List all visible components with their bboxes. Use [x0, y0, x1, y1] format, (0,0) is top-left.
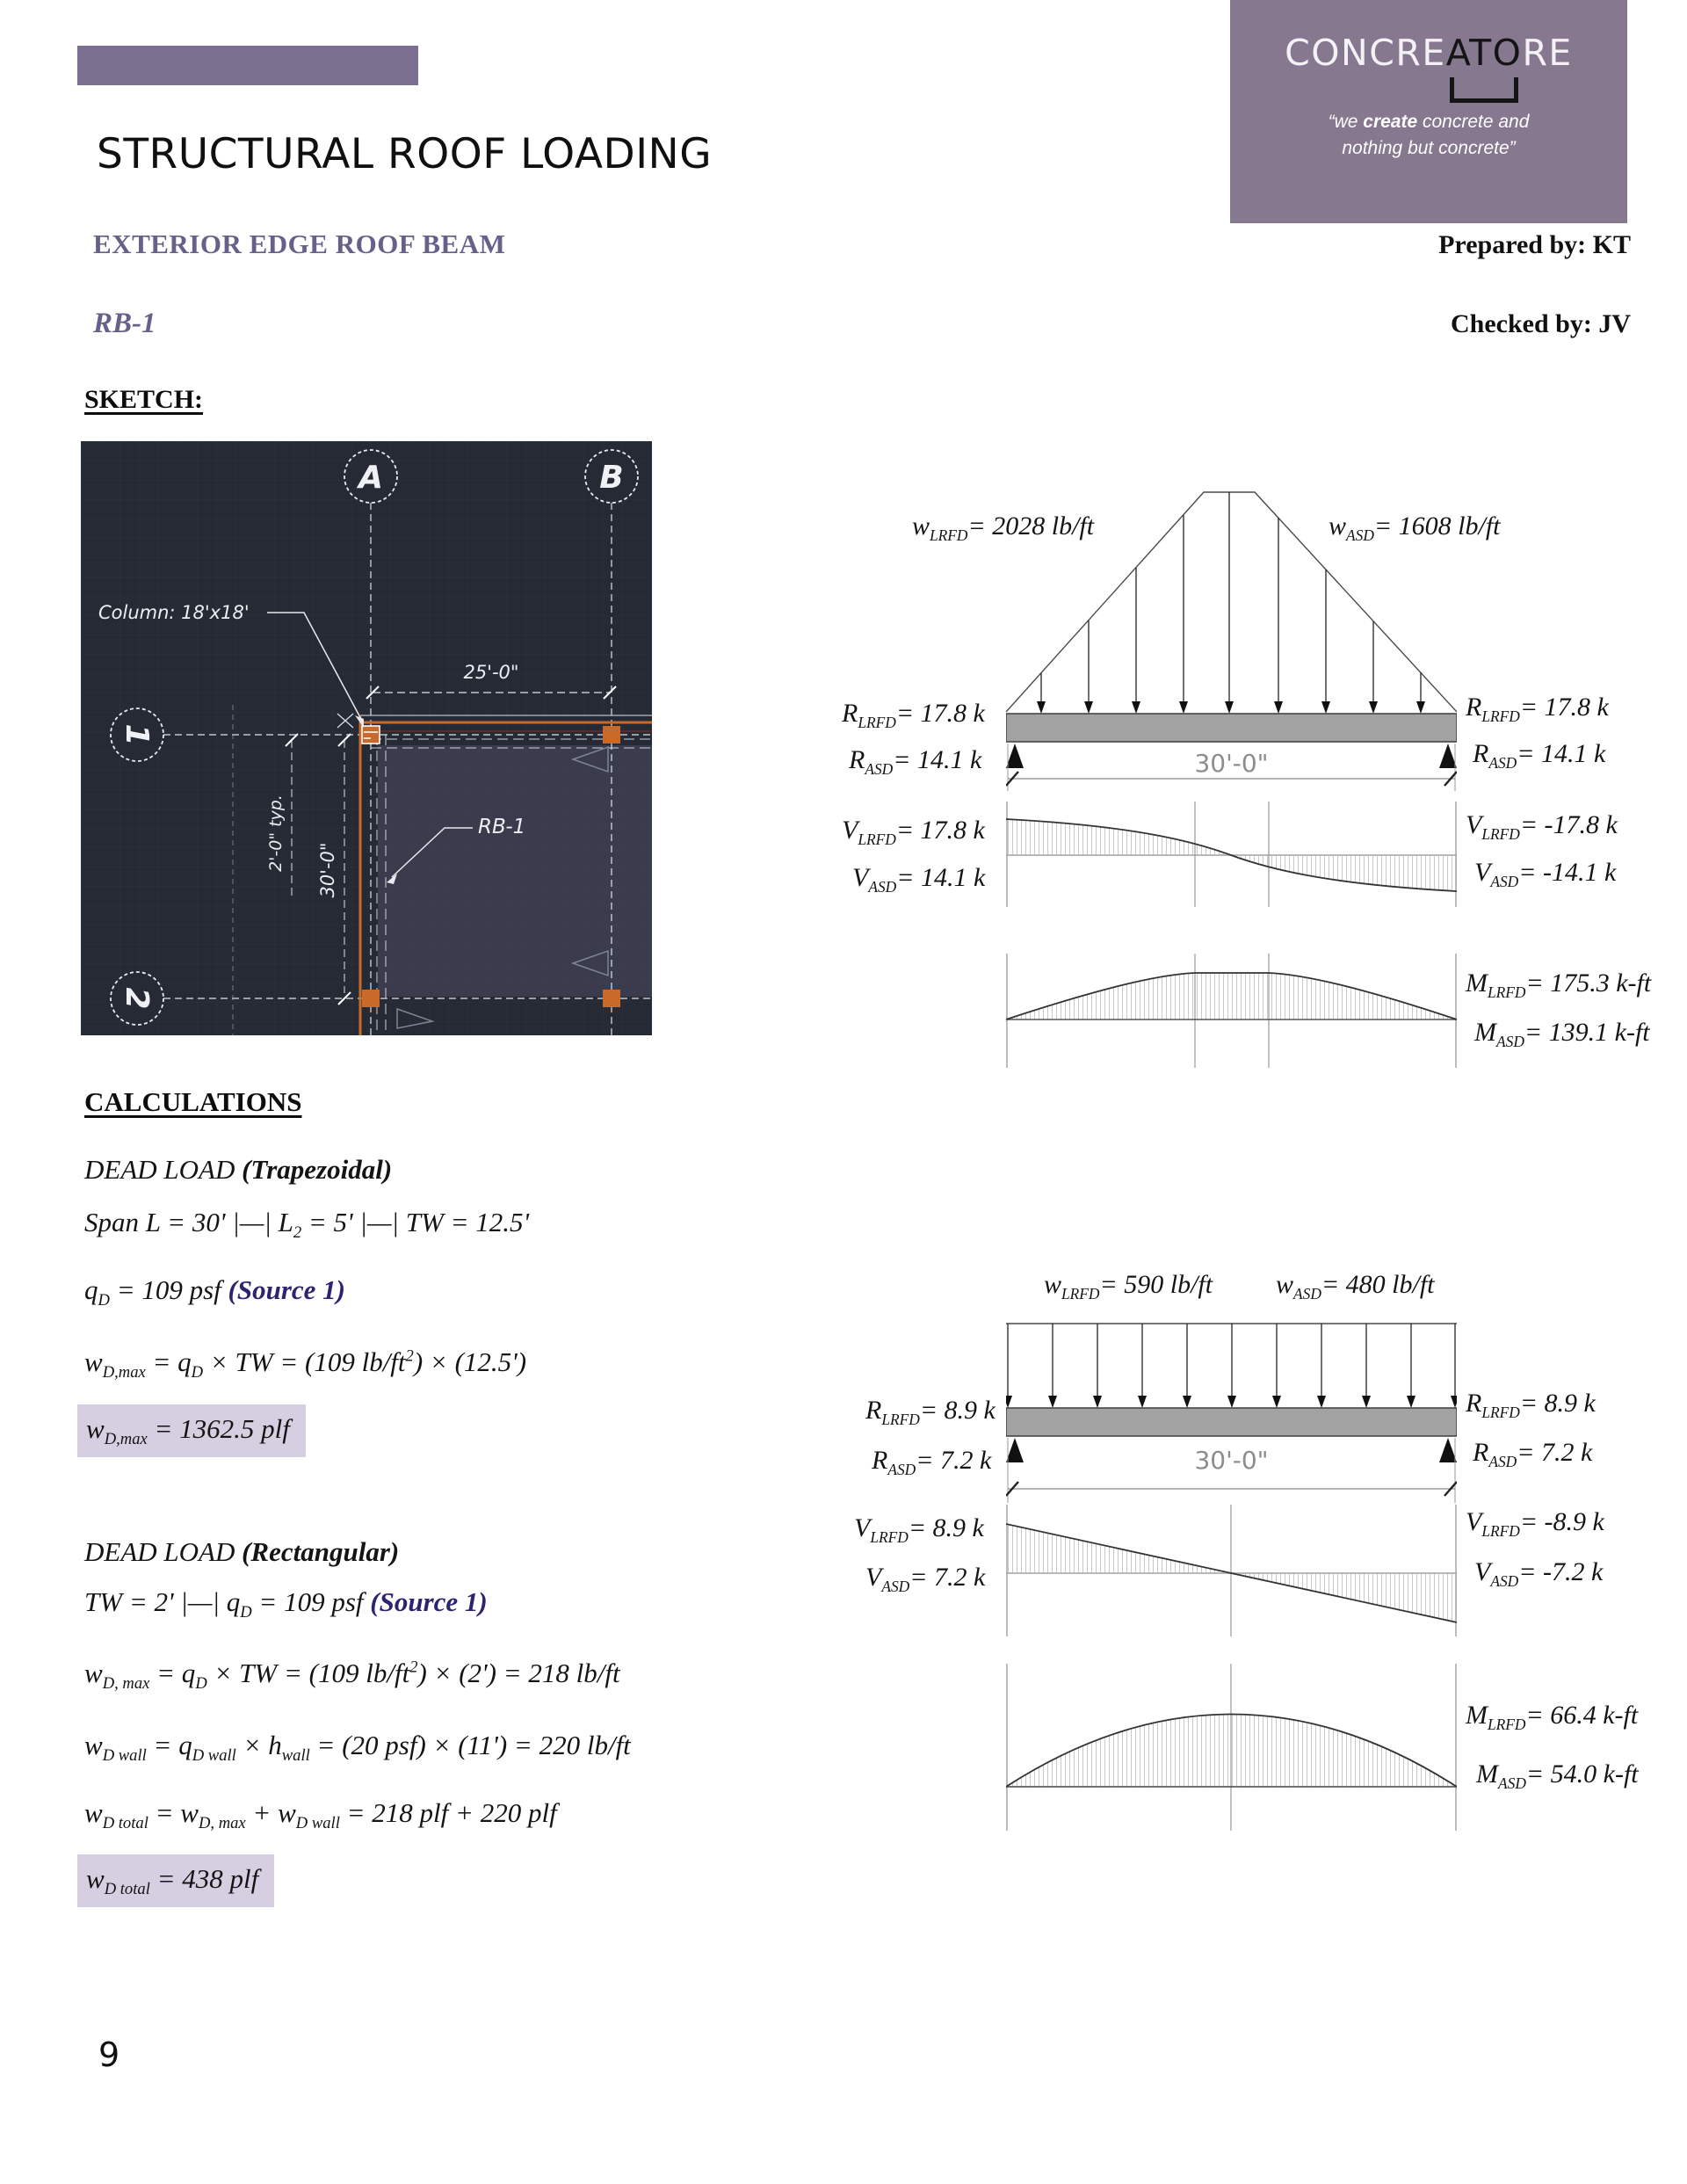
logo-formwork-bracket-icon: [1450, 77, 1519, 103]
sketch-heading: SKETCH:: [84, 385, 204, 414]
reaction-left-lrfd-1: $R_{LRFD}= 17.8$ k: [842, 699, 985, 731]
calculations-heading: CALCULATIONS: [84, 1086, 302, 1117]
column-callout: Column: 18'x18': [98, 602, 250, 623]
shear-left-lrfd-1: $V_{LRFD}= 17.8$ k: [842, 816, 985, 848]
beam-bar: [1006, 714, 1457, 742]
header-accent-bar: [77, 46, 418, 85]
reaction-left-asd-2: $R_{ASD}= 7.2$ k: [872, 1446, 992, 1478]
moment-lrfd-1: $M_{LRFD}= 175.3$ k-ft: [1466, 969, 1652, 1001]
moment-diagram-rectangular: [1006, 1664, 1457, 1831]
reaction-right-asd-2: $R_{ASD}= 7.2$ k: [1473, 1438, 1593, 1470]
company-logo: [1230, 0, 1627, 223]
load-label-asd-2: $w_{ASD}= 480$ lb/ft: [1276, 1270, 1435, 1302]
logo-text-part1: CONCRE: [1285, 32, 1446, 74]
load-label-asd-1: $w_{ASD}= 1608$ lb/ft: [1329, 512, 1501, 544]
load-label-lrfd-2: $w_{LRFD}= 590$ lb/ft: [1044, 1270, 1213, 1302]
company-tagline: [1230, 109, 1627, 163]
reaction-right-lrfd-2: $R_{LRFD}= 8.9$ k: [1466, 1389, 1596, 1421]
reaction-right-asd-1: $R_{ASD}= 14.1$ k: [1473, 739, 1606, 772]
tw-definition-line: TW = 2' |—| $q_D = 109$ psf (Source 1): [84, 1586, 488, 1622]
reaction-left-asd-1: $R_{ASD}= 14.1$ k: [849, 745, 982, 778]
qd-line: $q_D = 109$ psf (Source 1): [84, 1274, 346, 1310]
shear-right-lrfd-1: $V_{LRFD}= -17.8$ k: [1466, 810, 1618, 843]
reaction-right-lrfd-1: $R_{LRFD}= 17.8$ k: [1466, 693, 1609, 725]
shear-right-lrfd-2: $V_{LRFD}= -8.9$ k: [1466, 1507, 1604, 1540]
column-b2: [603, 990, 620, 1007]
prepared-by: Prepared by: KT: [1438, 230, 1631, 259]
wdwall-line: $w_{D wall} = q_{D wall} \times h_{wall} = (20$ psf) × (11') = 220 lb/ft: [84, 1730, 631, 1766]
dead-load-trapezoidal-heading: DEAD LOAD (Trapezoidal): [84, 1154, 393, 1185]
dim-25ft: 25'-0": [463, 662, 519, 683]
dim-2ft-typ: 2'-0" typ.: [266, 795, 286, 872]
dim-30ft: 30'-0": [317, 842, 338, 898]
shear-left-asd-2: $V_{ASD}= 7.2$ k: [865, 1563, 986, 1595]
moment-lrfd-2: $M_{LRFD}= 66.4$ k-ft: [1466, 1701, 1639, 1733]
span-dim-2: 30'-0": [1194, 1446, 1269, 1475]
column-a1: [362, 726, 380, 744]
shear-left-lrfd-2: $V_{LRFD}= 8.9$ k: [854, 1513, 984, 1546]
company-logo-wordmark: [1230, 32, 1627, 74]
page-number: 9: [98, 2035, 120, 2074]
column-a2: [362, 990, 380, 1007]
span-dim-1: 30'-0": [1194, 749, 1269, 778]
span-definition-line: Span L = 30' |—| $L_2 = 5'$ |—| TW = 12.5': [84, 1207, 530, 1243]
beam-id: RB-1: [93, 308, 156, 339]
tagline-line2: nothing but concrete”: [1342, 138, 1516, 159]
shear-diagram-rectangular: [1006, 1505, 1457, 1636]
moment-diagram-trapezoidal: [1006, 954, 1457, 1068]
reaction-left-lrfd-2: $R_{LRFD}= 8.9$ k: [865, 1396, 996, 1428]
shear-right-asd-1: $V_{ASD}= -14.1$ k: [1474, 858, 1617, 890]
shear-right-asd-2: $V_{ASD}= -7.2$ k: [1474, 1557, 1604, 1590]
dead-load-rectangular-heading: DEAD LOAD (Rectangular): [84, 1536, 400, 1567]
checked-by: Checked by: JV: [1450, 309, 1631, 338]
moment-asd-1: $M_{ASD}= 139.1$ k-ft: [1474, 1018, 1650, 1050]
wdmax-calc-line: $w_{D,max} = q_D$ × TW = (109 $lb/ft^2) \times (12.5')$: [84, 1346, 527, 1382]
wdtotal-line: $w_{D total} = w_{D, max} + w_{D wall} = 218$ plf + 220 plf: [84, 1797, 557, 1833]
wdtotal-result: $w_{D total} = 438$ plf: [77, 1854, 274, 1907]
beam-bar-2: [1006, 1408, 1457, 1436]
moment-asd-2: $M_{ASD}= 54.0$ k-ft: [1476, 1760, 1639, 1792]
grid-bubble-1: 1: [119, 723, 155, 746]
shear-left-asd-1: $V_{ASD}= 14.1$ k: [852, 863, 986, 896]
grid-bubble-a: A: [358, 460, 383, 496]
beam-callout: RB-1: [478, 816, 526, 838]
shear-diagram-trapezoidal: [1006, 802, 1457, 907]
logo-text-part3: RE: [1522, 32, 1573, 74]
grid-bubble-b: B: [599, 460, 624, 496]
tagline-line1: “we create concrete and: [1328, 112, 1530, 132]
bay-panel: [378, 745, 652, 997]
grid-bubble-2: 2: [119, 987, 155, 1010]
wdmax-rect-line: $w_{D, max} = q_D$ × TW = (109 $lb/ft^2) \times (2') = 218$ lb/ft: [84, 1658, 620, 1694]
page-subtitle: EXTERIOR EDGE ROOF BEAM: [93, 229, 506, 259]
page-title: STRUCTURAL ROOF LOADING: [97, 130, 713, 178]
cad-plan-sketch: [81, 441, 652, 1035]
logo-text-part2: ATO: [1446, 32, 1523, 74]
column-b1: [603, 726, 620, 744]
rectangular-load-diagram: [1006, 1317, 1457, 1503]
wdmax-result: $w_{D,max} = 1362.5$ plf: [77, 1404, 306, 1457]
load-label-lrfd-1: $w_{LRFD}= 2028$ lb/ft: [912, 512, 1095, 544]
